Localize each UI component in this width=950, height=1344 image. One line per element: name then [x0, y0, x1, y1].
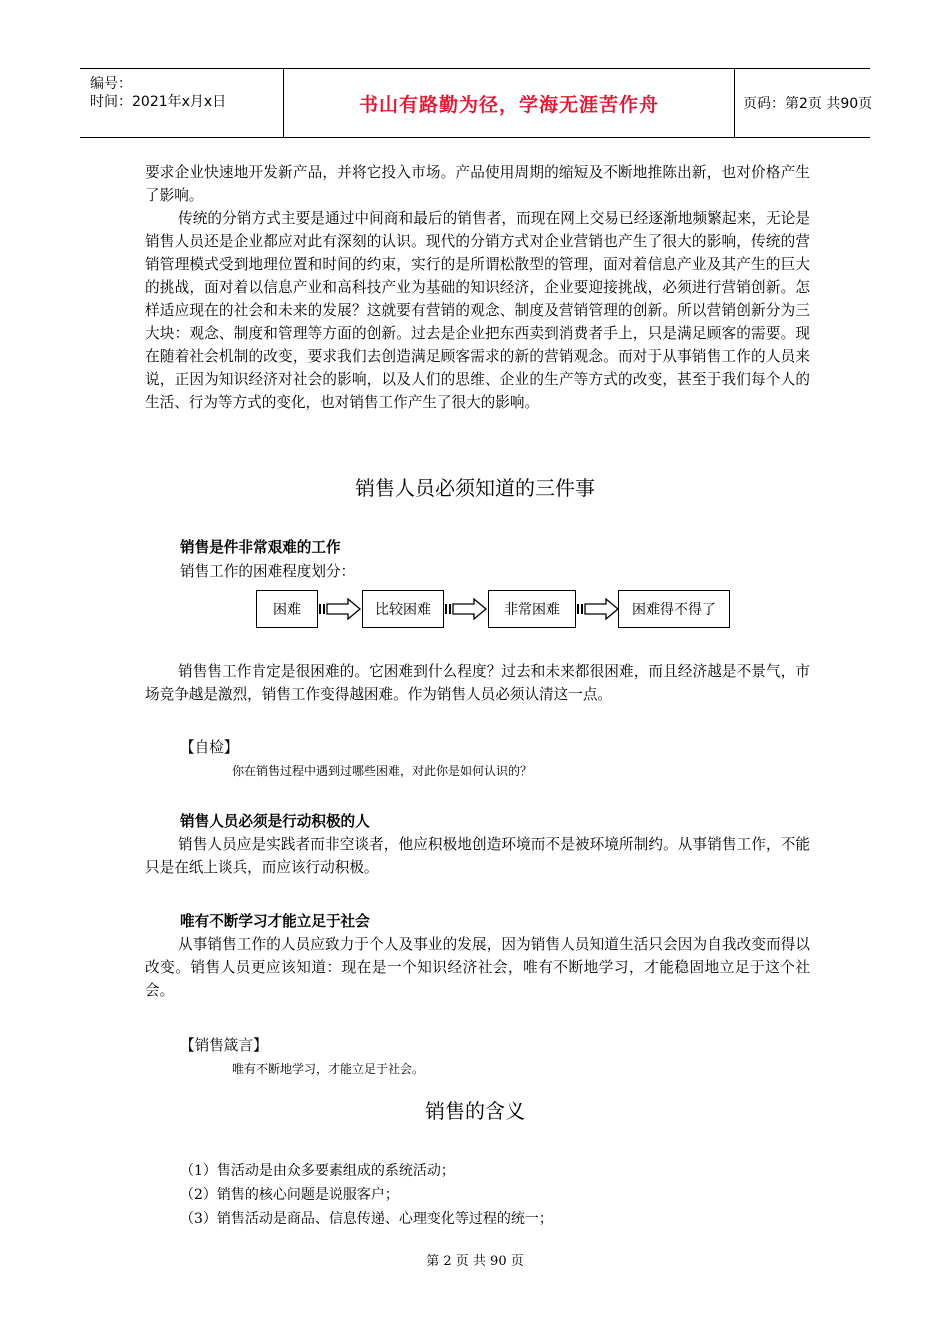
header-motto: 书山有路勤为径，学海无涯苦作舟: [358, 93, 659, 116]
time-label: 时间：2021年x月x日: [90, 94, 227, 110]
subheading-learning: 唯有不断学习才能立足于社会: [180, 913, 370, 930]
active-text: 销售人员应是实践者而非空谈者，他应积极地创造环境而不是被环境所制约。从事销售工作，不能只是在纸上谈兵，而应该行动积极。: [145, 836, 810, 876]
difficulty-intro: 销售工作的困难程度划分：: [180, 563, 356, 580]
number-label: 编号：: [90, 76, 132, 92]
section-title-meaning: 销售的含义: [425, 1099, 525, 1123]
meaning-item-1: （1）售活动是由众多要素组成的系统活动；: [180, 1163, 455, 1179]
meaning-item-2: （2）销售的核心问题是说服客户；: [180, 1187, 399, 1203]
document-header: [80, 68, 873, 138]
page-footer: 第 2 页 共 90 页: [426, 1254, 524, 1269]
learning-text: 从事销售工作的人员应致力于个人及事业的发展，因为销售人员知道生活只会因为自我改变而得以改变。销售人员更应该知道：现在是一个知识经济社会，唯有不断地学习，才能稳固地立足于这个社会。: [145, 936, 810, 999]
flow-arrow-1: [318, 597, 362, 621]
meaning-item-3: （3）销售活动是商品、信息传递、心理变化等过程的统一；: [180, 1211, 553, 1227]
flow-step-3: 非常困难: [488, 590, 576, 628]
paragraph-2: 传统的分销方式主要是通过中间商和最后的销售者，而现在网上交易已经逐渐地频繁起来，无论是销售人员还是企业都应对此有深刻的认识。现代的分销方式对企业营销也产生了很大的影响，传统的营销管理模式受到地理位置和时间的约束，实行的是所谓松散型的管理，面对着信息产业及其产生的巨大的挑战，面对着以信息产业和高科技产业为基础的知识经济，企业要迎接挑战，必须进行营销创新。怎样适应现在的社会和未来的发展？这就要有营销的观念、制度及营销管理的创新。所以营销创新分为三大块：观念、制度和管理等方面的创新。过去是企业把东西卖到消费者手上，只是满足顾客的需要。现在随着社会机制的改变，要求我们去创造满足顾客需求的新的营销观念。而对于从事销售工作的人员来说，正因为知识经济对社会的影响，以及人们的思维、企业的生产等方式的改变，甚至于我们每个人的生活、行为等方式的变化，也对销售工作产生了很大的影响。: [145, 210, 810, 411]
hard-work-text: 销售售工作肯定是很困难的。它困难到什么程度？过去和未来都很困难，而且经济越是不景气，市场竞争越是激烈，销售工作变得越困难。作为销售人员必须认清这一点。: [145, 663, 810, 703]
flow-step-1: 困难: [256, 590, 318, 628]
selfcheck-tag: 【自检】: [180, 739, 239, 756]
flow-step-2: 比较困难: [362, 590, 444, 628]
header-page-info: 页码：第2页 共90页: [743, 96, 873, 112]
paragraph-1: 要求企业快速地开发新产品，并将它投入市场。产品使用周期的缩短及不断地推陈出新，也对价格产生了影响。: [145, 164, 810, 204]
motto-tag: 【销售箴言】: [180, 1037, 268, 1054]
header-meta-cell: [80, 69, 284, 137]
selfcheck-question: 你在销售过程中遇到过哪些困难，对此你是如何认识的？: [232, 764, 533, 778]
subheading-hard-work: 销售是件非常艰难的工作: [180, 539, 341, 556]
motto-text: 唯有不断地学习，才能立足于社会。: [232, 1062, 425, 1076]
flow-arrow-3: [576, 597, 620, 621]
flow-arrow-2: [444, 597, 488, 621]
flow-step-4: 困难得不得了: [618, 590, 730, 628]
subheading-active: 销售人员必须是行动积极的人: [180, 813, 370, 830]
header-motto-cell: [284, 69, 735, 137]
section-title-three-things: 销售人员必须知道的三件事: [355, 476, 595, 500]
header-page-cell: [735, 69, 873, 137]
